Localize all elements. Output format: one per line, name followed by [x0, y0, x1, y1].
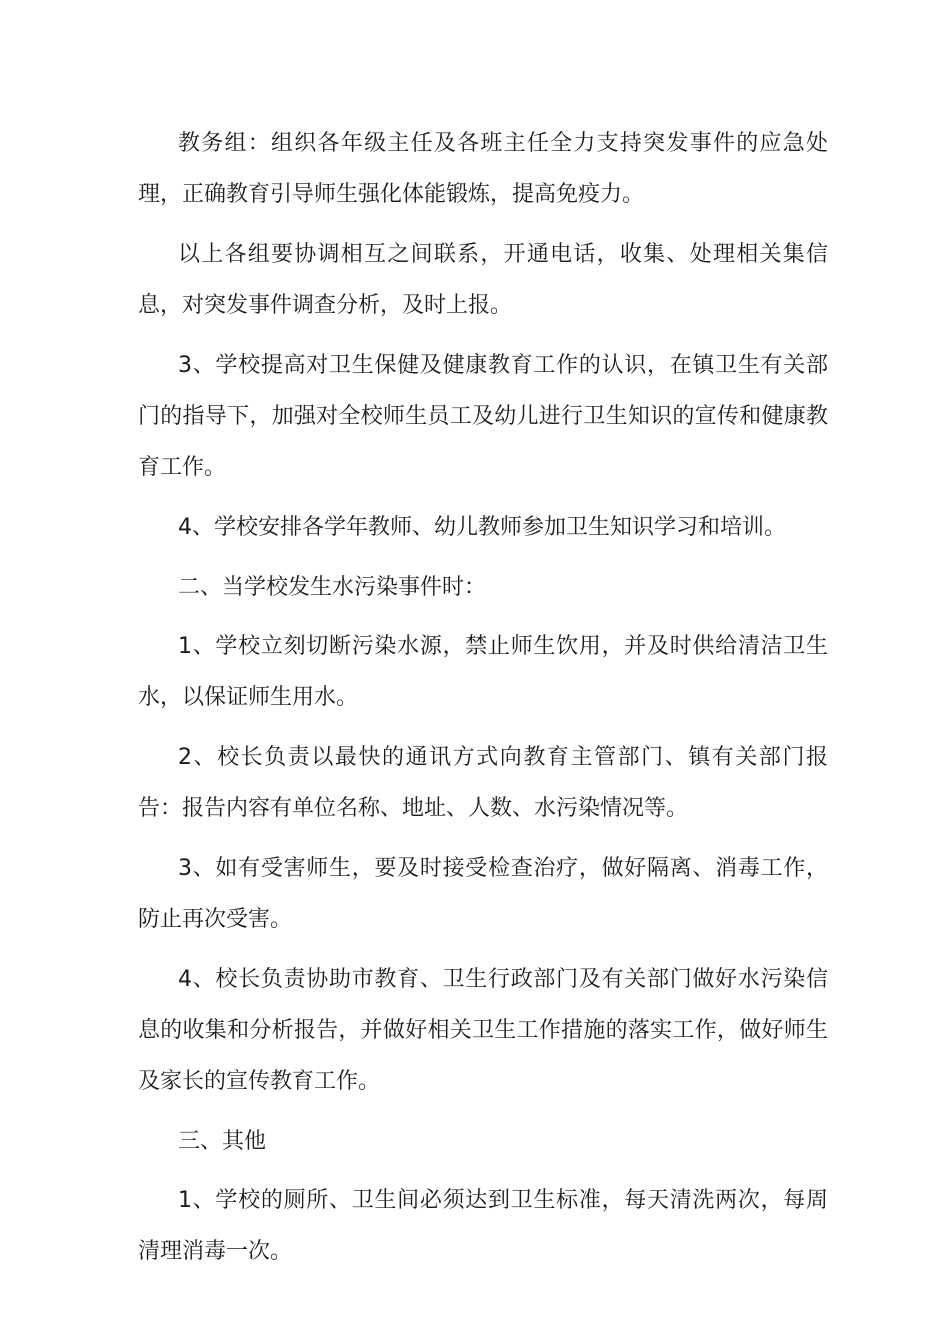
paragraph-item-3-health-education: 3、学校提高对卫生保健及健康教育工作的认识，在镇卫生有关部门的指导下，加强对全校师生员工及幼儿进行卫生知识的宣传和健康教育工作。 — [138, 353, 828, 480]
paragraph-water-item-4: 4、校长负责协助市教育、卫生行政部门及有关部门做好水污染信息的收集和分析报告，并做好相关卫生工作措施的落实工作，做好师生及家长的宣传教育工作。 — [138, 967, 828, 1094]
paragraph-water-item-1: 1、学校立刻切断污染水源，禁止师生饮用，并及时供给清洁卫生水，以保证师生用水。 — [138, 634, 828, 710]
paragraph-academic-affairs-group: 教务组：组织各年级主任及各班主任全力支持突发事件的应急处理，正确教育引导师生强化体能锻炼，提高免疫力。 — [138, 131, 828, 207]
document-body — [138, 118, 828, 1286]
section-heading-water-pollution: 二、当学校发生水污染事件时： — [178, 575, 487, 600]
paragraph-water-item-3: 3、如有受害师生，要及时接受检查治疗，做好隔离、消毒工作，防止再次受害。 — [138, 856, 828, 932]
paragraph-water-item-2: 2、校长负责以最快的通讯方式向教育主管部门、镇有关部门报告：报告内容有单位名称、地址、人数、水污染情况等。 — [138, 745, 828, 821]
paragraph-other-item-1: 1、学校的厕所、卫生间必须达到卫生标准，每天清洗两次，每周清理消毒一次。 — [138, 1188, 828, 1264]
section-heading-other: 三、其他 — [178, 1129, 267, 1154]
paragraph-coordination: 以上各组要协调相互之间联系，开通电话，收集、处理相关集信息，对突发事件调查分析，及时上报。 — [138, 242, 828, 318]
paragraph-item-4-training: 4、学校安排各学年教师、幼儿教师参加卫生知识学习和培训。 — [178, 515, 786, 540]
